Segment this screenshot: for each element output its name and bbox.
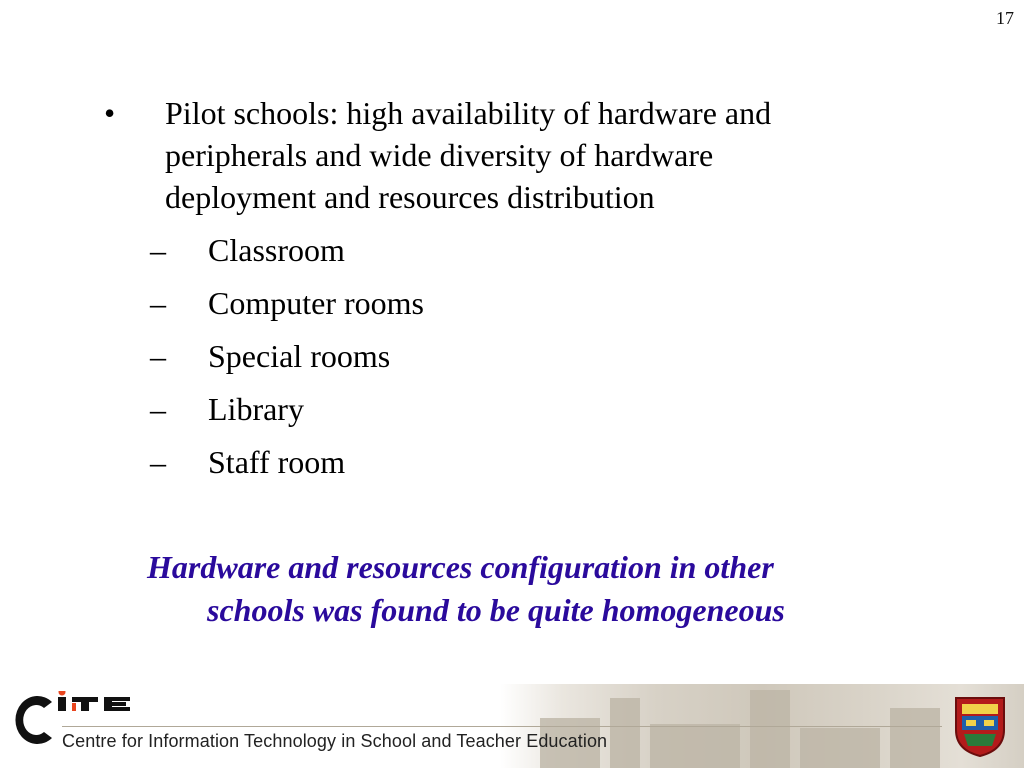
dash-marker: – [150,285,166,321]
main-bullet-line-3: deployment and resources distribution [165,179,655,215]
sub-item-label: Library [208,391,304,427]
conclusion-line-2: schools was found to be quite homogeneous [207,592,785,628]
main-bullet-line-1: Pilot schools: high availability of hardware and [165,95,772,131]
sub-item-label: Special rooms [208,338,391,374]
dash-marker: – [150,232,166,268]
dash-marker: – [150,338,166,374]
cite-logo-c-icon [8,692,56,748]
sub-item-computer-rooms [0,285,1024,322]
conclusion-line-1: Hardware and resources configuration in other [147,549,774,585]
sub-item-label: Staff room [208,444,346,480]
sub-item-special-rooms [0,338,1024,375]
dash-marker: – [150,444,166,480]
conclusion-statement [147,546,947,632]
sub-bullet-list [0,232,1024,481]
sub-item-classroom [0,232,1024,269]
dash-marker: – [150,391,166,427]
footer-tagline: Centre for Information Technology in School and Teacher Education [62,731,608,751]
slide-number: 17 [996,8,1014,28]
footer-divider [62,726,942,727]
footer-banner [0,684,1024,768]
university-crest-icon [952,692,1008,758]
main-bullet [0,92,1024,218]
bullet-marker: • [104,95,116,131]
slide-content [0,92,1024,497]
cite-logo-ite-icon [58,691,162,711]
sub-item-label: Classroom [208,232,345,268]
main-bullet-line-2: peripherals and wide diversity of hardware [165,137,714,173]
sub-item-staff-room [0,444,1024,481]
sub-item-library [0,391,1024,428]
sub-item-label: Computer rooms [208,285,424,321]
